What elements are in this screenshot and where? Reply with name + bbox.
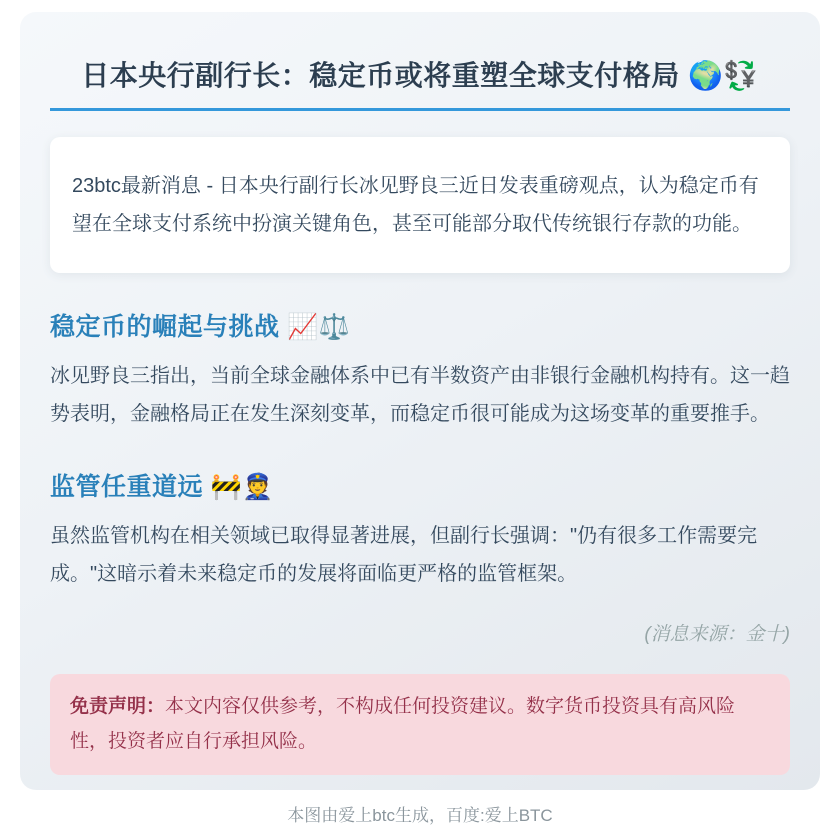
page-title: 日本央行副行长：稳定币或将重塑全球支付格局 🌍💱 <box>50 58 790 111</box>
intro-card <box>50 137 790 273</box>
article-card <box>20 12 820 825</box>
section-body-stablecoin-rise: 冰见野良三指出，当前全球金融体系中已有半数资产由非银行金融机构持有。这一趋势表明，金融格局正在发生深刻变革，而稳定币很可能成为这场变革的重要推手。 <box>50 365 790 426</box>
section-heading-regulation: 监管任重道远 🚧👮 <box>50 473 274 502</box>
section-body-regulation: 虽然监管机构在相关领域已取得显著进展，但副行长强调："仍有很多工作需要完成。"这暗示着未来稳定币的发展将面临更严格的监管框架。 <box>50 525 758 586</box>
section-heading-stablecoin-rise: 稳定币的崛起与挑战 📈⚖️ <box>50 313 351 342</box>
footer-credit: 本图由爱上btc生成，百度:爱上BTC <box>287 805 553 825</box>
intro-text: 23btc最新消息 - 日本央行副行长冰见野良三近日发表重磅观点，认为稳定币有望在全球支付系统中扮演关键角色，甚至可能部分取代传统银行存款的功能。 <box>72 175 759 236</box>
disclaimer-text: 本文内容仅供参考，不构成任何投资建议。数字货币投资具有高风险性，投资者应自行承担风险。 <box>70 696 736 752</box>
disclaimer-box <box>50 674 790 774</box>
disclaimer-label: 免责声明： <box>70 696 166 718</box>
source-note: (消息来源：金十) <box>644 624 790 646</box>
